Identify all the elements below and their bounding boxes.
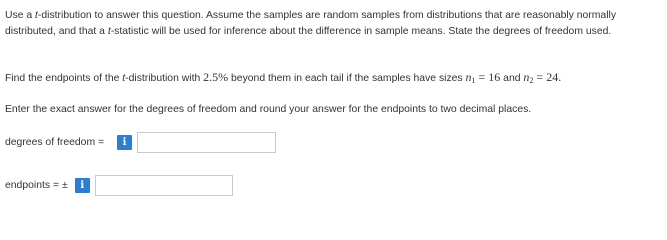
n2-expression	[523, 70, 561, 84]
question-intro	[5, 8, 655, 39]
degrees-of-freedom-label: degrees of freedom =	[5, 137, 105, 148]
find-mid: -distribution with	[125, 73, 204, 84]
intro-mid: -distribution to answer this question. Assume the samples are random samples from distributions that are reasonably normally distributed, and that a	[5, 10, 617, 37]
degrees-of-freedom-row	[5, 132, 276, 153]
question-find	[5, 70, 665, 87]
n1-variable: n	[465, 70, 472, 84]
info-icon[interactable]: i	[117, 135, 132, 150]
n1-subscript: 1	[471, 76, 476, 85]
plus-minus-symbol: ±	[62, 180, 68, 191]
n2-variable: n	[523, 70, 530, 84]
n2-subscript: 2	[529, 76, 534, 85]
intro-suffix: -statistic will be used for inference about the difference in sample means. State the degrees of freedom used.	[110, 25, 612, 37]
n1-value: = 16	[475, 70, 501, 84]
endpoints-row	[5, 175, 233, 196]
find-prefix: Find the endpoints of the	[5, 73, 123, 84]
endpoints-input[interactable]	[95, 175, 233, 196]
endpoints-label: endpoints =	[5, 180, 60, 191]
t-variable: t	[35, 10, 38, 21]
info-icon[interactable]: i	[75, 178, 90, 193]
t-variable: t	[107, 25, 111, 37]
and-text: and	[500, 73, 524, 84]
question-instruction: Enter the exact answer for the degrees of freedom and round your answer for the endpoints to two decimal places.	[5, 104, 532, 115]
find-mid2: beyond them in each tail if the samples have sizes	[228, 73, 466, 84]
degrees-of-freedom-input[interactable]	[137, 132, 276, 153]
tail-percent: 2.5%	[203, 70, 229, 84]
intro-prefix: Use a	[5, 10, 36, 21]
t-variable: t	[122, 73, 126, 84]
n2-value: = 24.	[533, 70, 562, 84]
n1-expression	[466, 70, 501, 84]
